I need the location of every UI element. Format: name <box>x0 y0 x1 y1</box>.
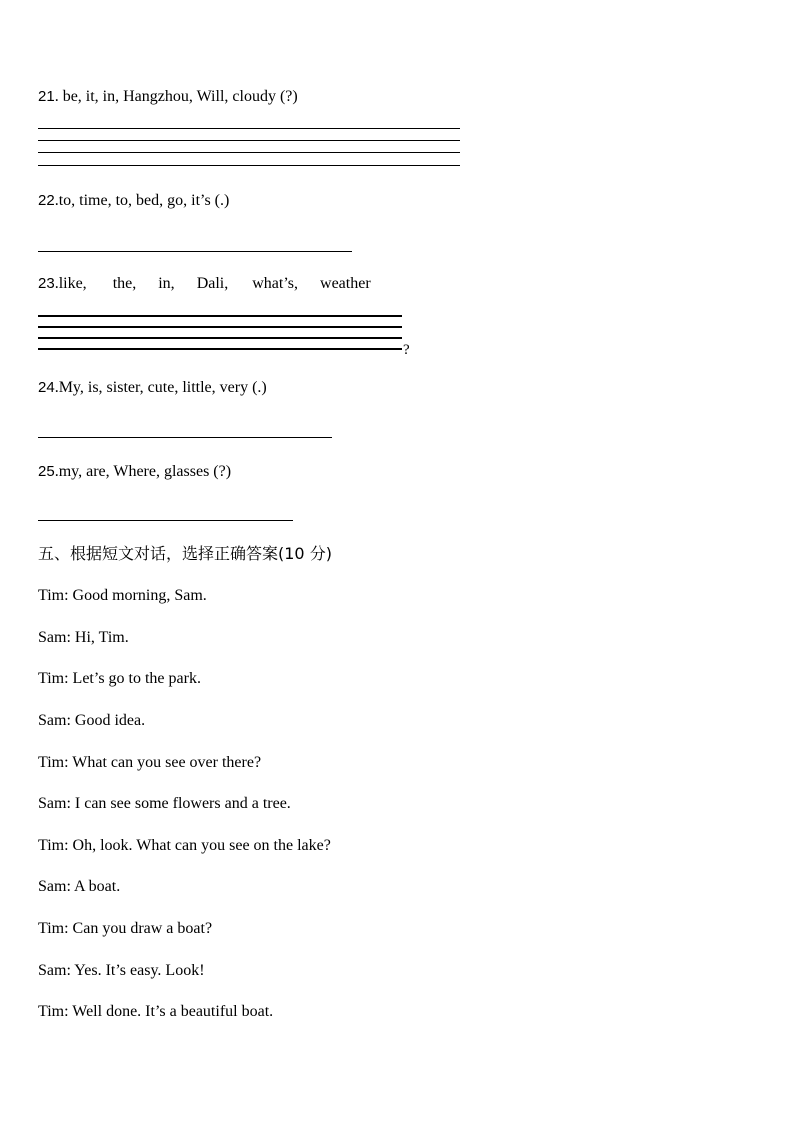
answer-line[interactable] <box>38 152 460 153</box>
question-21 <box>38 87 298 107</box>
dialogue-line: Sam: Good idea. <box>38 712 146 729</box>
answer-line[interactable] <box>38 128 460 129</box>
question-25 <box>38 462 231 482</box>
question-number: 24 <box>38 379 55 396</box>
dialogue-line: Tim: Can you draw a boat? <box>38 920 213 937</box>
question-word: what’s, <box>252 275 299 292</box>
question-word: the, <box>112 275 137 292</box>
dialogue-line: Sam: Yes. It’s easy. Look! <box>38 962 205 979</box>
dialogue-line: Sam: I can see some flowers and a tree. <box>38 795 291 812</box>
dialogue-line: Sam: A boat. <box>38 878 121 895</box>
dialogue-line: Tim: What can you see over there? <box>38 754 262 771</box>
question-number: 23 <box>38 275 55 292</box>
question-words: .my, are, Where, glasses (?) <box>54 463 232 480</box>
section-title: 五、根据短文对话，选择正确答案(10 分) <box>38 544 332 563</box>
answer-line[interactable] <box>38 165 460 166</box>
question-mark: ? <box>403 342 410 358</box>
answer-line[interactable] <box>38 337 402 339</box>
question-24 <box>38 378 267 398</box>
answer-line[interactable] <box>38 520 293 521</box>
dialogue-line: Tim: Well done. It’s a beautiful boat. <box>38 1003 274 1020</box>
question-words: . be, it, in, Hangzhou, Will, cloudy (?) <box>54 88 298 105</box>
answer-line[interactable] <box>38 437 332 438</box>
question-word: Dali, <box>196 275 229 292</box>
dialogue-line: Tim: Good morning, Sam. <box>38 587 207 604</box>
dialogue-line: Sam: Hi, Tim. <box>38 629 129 646</box>
question-number: 21 <box>38 88 55 105</box>
question-words: .My, is, sister, cute, little, very (.) <box>54 379 267 396</box>
question-23 <box>38 274 371 294</box>
question-words: .to, time, to, bed, go, it’s (.) <box>54 192 230 209</box>
answer-line[interactable] <box>38 315 402 317</box>
question-22 <box>38 191 229 211</box>
answer-line[interactable] <box>38 251 352 252</box>
answer-line[interactable] <box>38 348 402 350</box>
question-number: 25 <box>38 463 55 480</box>
question-word: weather <box>320 275 371 292</box>
answer-line[interactable] <box>38 326 402 328</box>
question-words: .like, <box>54 275 87 292</box>
question-number: 22 <box>38 192 55 209</box>
question-word: in, <box>158 275 175 292</box>
dialogue-line: Tim: Let’s go to the park. <box>38 670 201 687</box>
dialogue-line: Tim: Oh, look. What can you see on the lake? <box>38 837 331 854</box>
answer-line[interactable] <box>38 140 460 141</box>
